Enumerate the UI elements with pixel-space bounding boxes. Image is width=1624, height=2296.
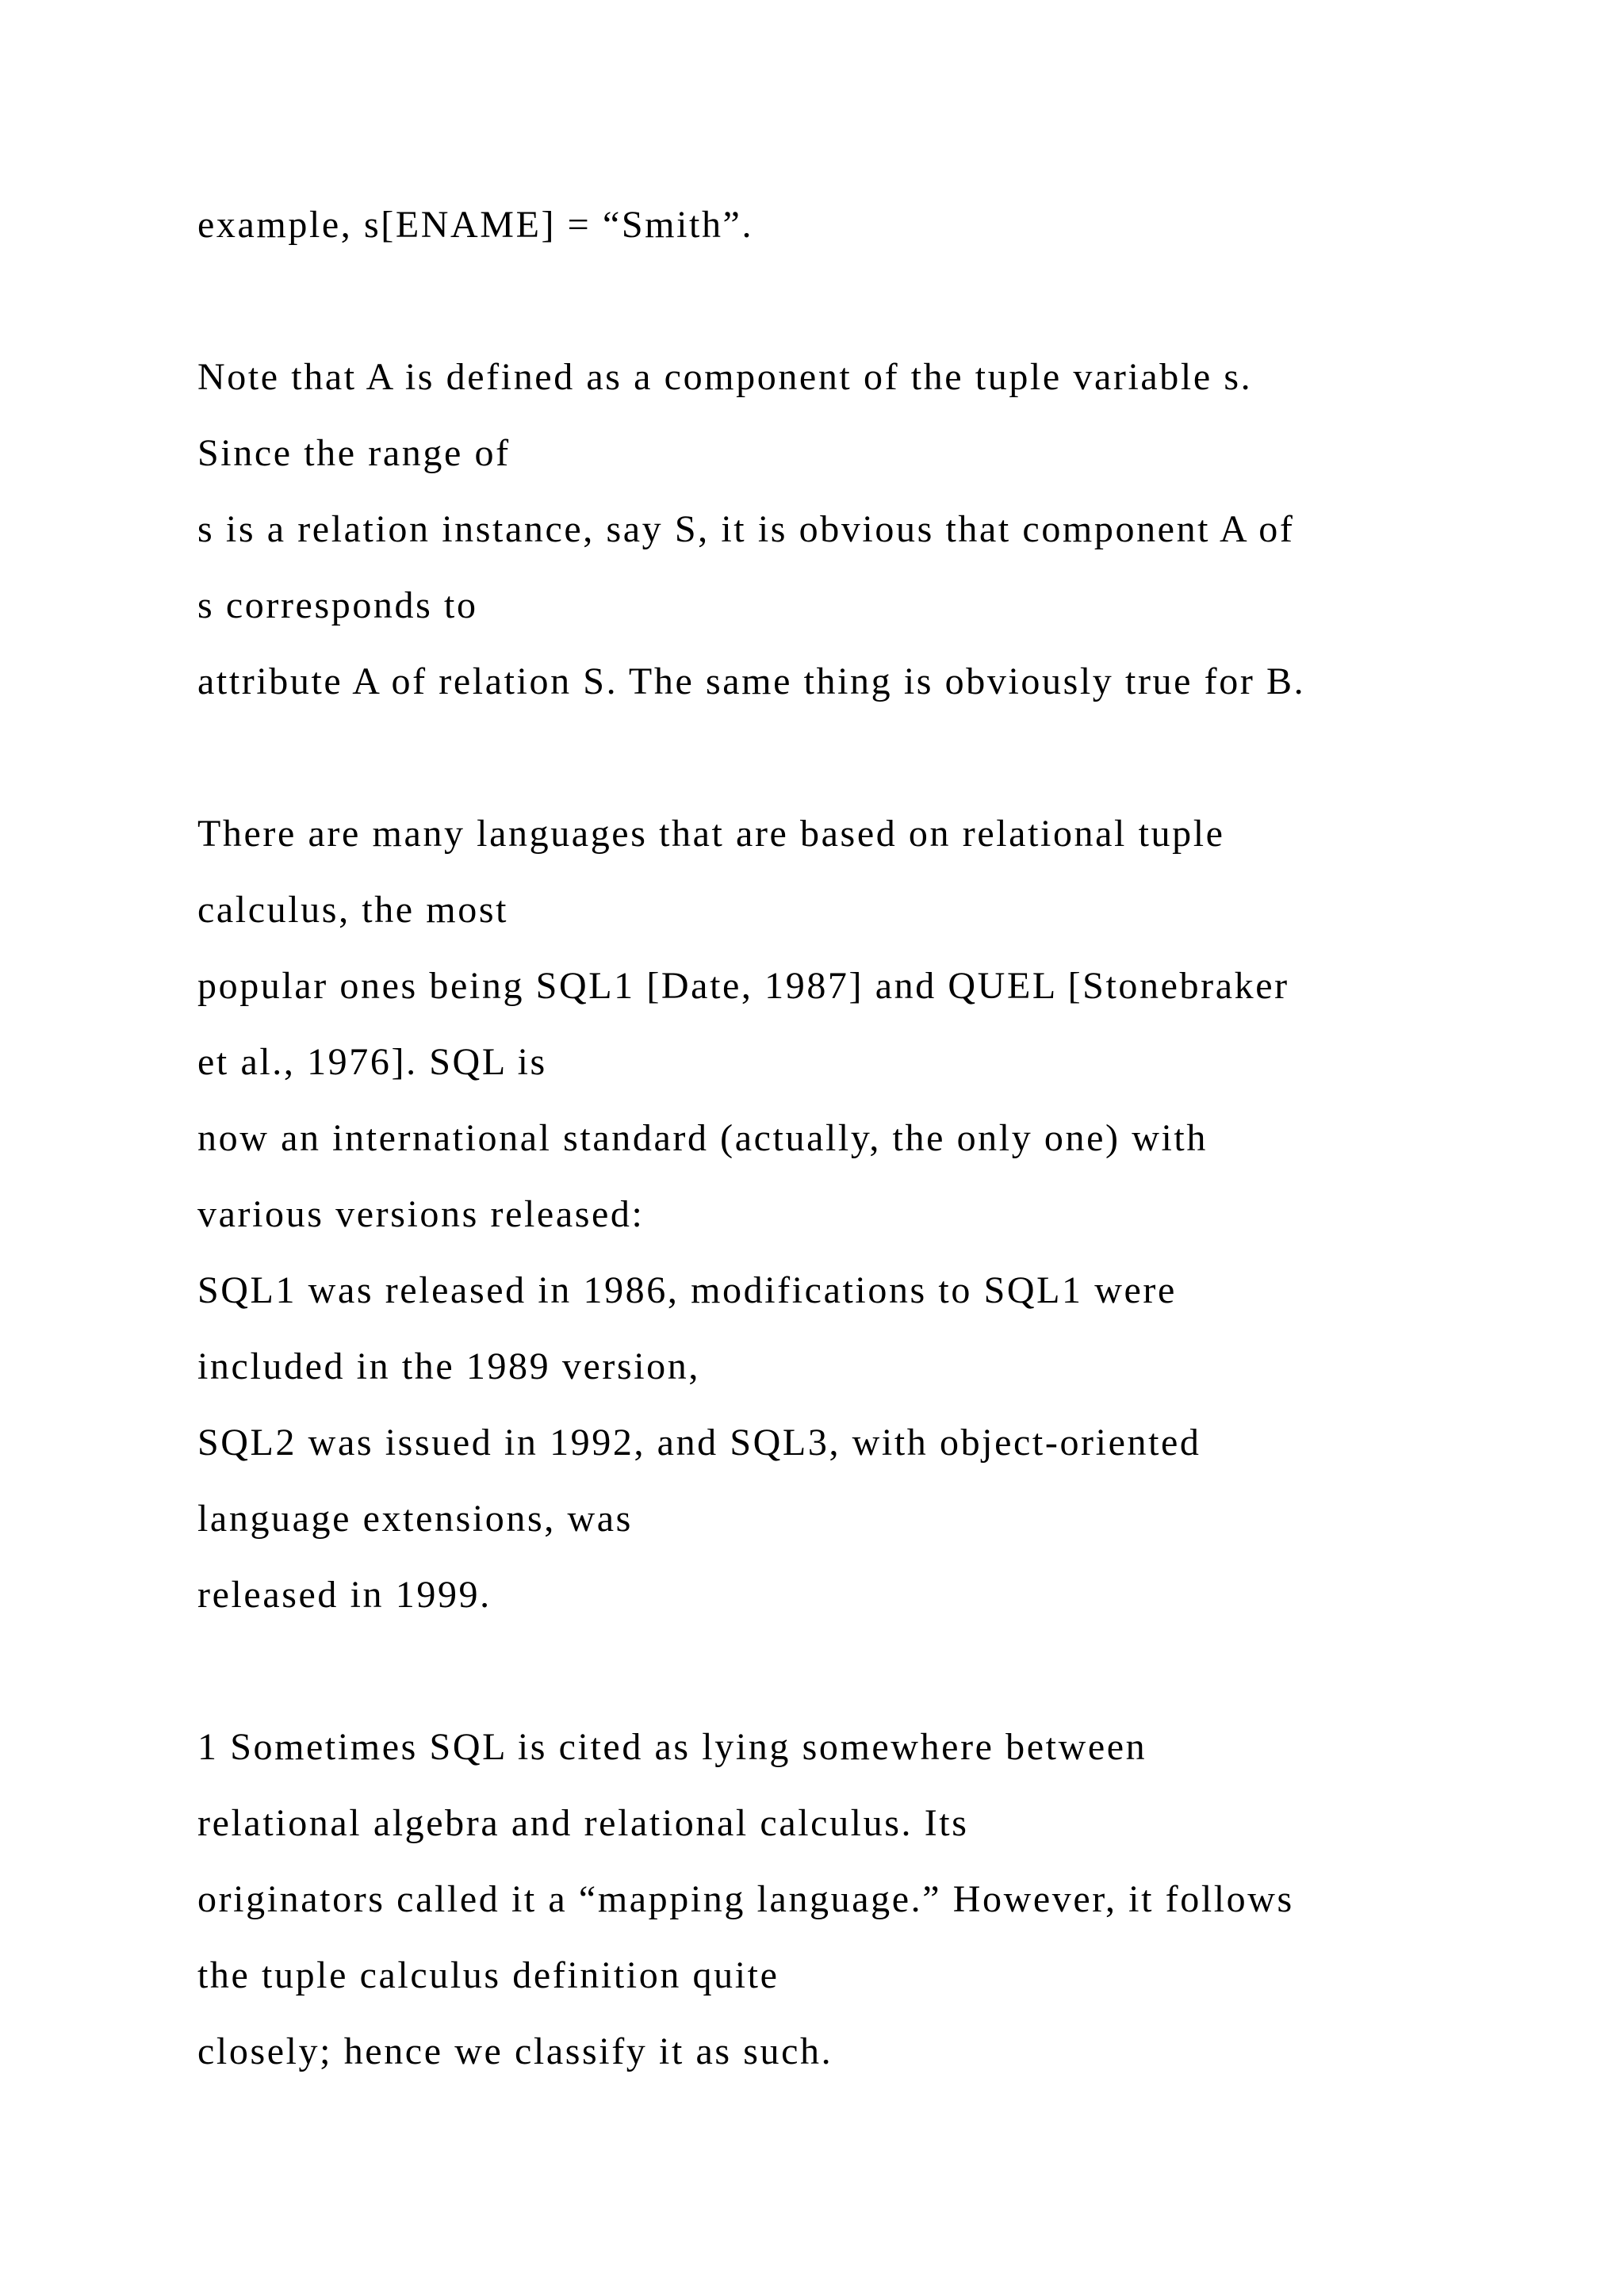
text-line: attribute A of relation S. The same thing is obviously true for B. [197, 660, 1306, 702]
document-text [197, 187, 1593, 2090]
text-line: calculus, the most [197, 889, 509, 931]
text-line: popular ones being SQL1 [Date, 1987] and QUEL [Stonebraker [197, 965, 1289, 1007]
text-line: There are many languages that are based on relational tuple [197, 813, 1225, 855]
text-line: Note that A is defined as a component of the tuple variable s. [197, 356, 1253, 398]
footnote-line: relational algebra and relational calculus. Its [197, 1802, 969, 1844]
blank-line [197, 720, 1593, 796]
text-line: s corresponds to [197, 584, 478, 626]
text-line: example, s[ENAME] = “Smith”. [197, 204, 754, 246]
footnote-line: closely; hence we classify it as such. [197, 2030, 833, 2072]
text-line: SQL1 was released in 1986, modifications to SQL1 were [197, 1269, 1177, 1311]
footnote-line: 1 Sometimes SQL is cited as lying somewhere between [197, 1726, 1147, 1768]
text-line: language extensions, was [197, 1498, 633, 1540]
text-line: Since the range of [197, 432, 511, 474]
text-line: now an international standard (actually, the only one) with [197, 1117, 1208, 1159]
text-line: s is a relation instance, say S, it is obvious that component A of [197, 508, 1295, 550]
blank-line [197, 1633, 1593, 1709]
footnote-line: originators called it a “mapping language.” However, it follows [197, 1878, 1294, 1920]
text-line: included in the 1989 version, [197, 1345, 700, 1387]
text-line: released in 1999. [197, 1574, 492, 1616]
blank-line [197, 263, 1593, 339]
text-line: et al., 1976]. SQL is [197, 1041, 547, 1083]
footnote-line: the tuple calculus definition quite [197, 1954, 779, 1996]
text-line: SQL2 was issued in 1992, and SQL3, with object-oriented [197, 1422, 1201, 1464]
text-line: various versions released: [197, 1193, 645, 1235]
